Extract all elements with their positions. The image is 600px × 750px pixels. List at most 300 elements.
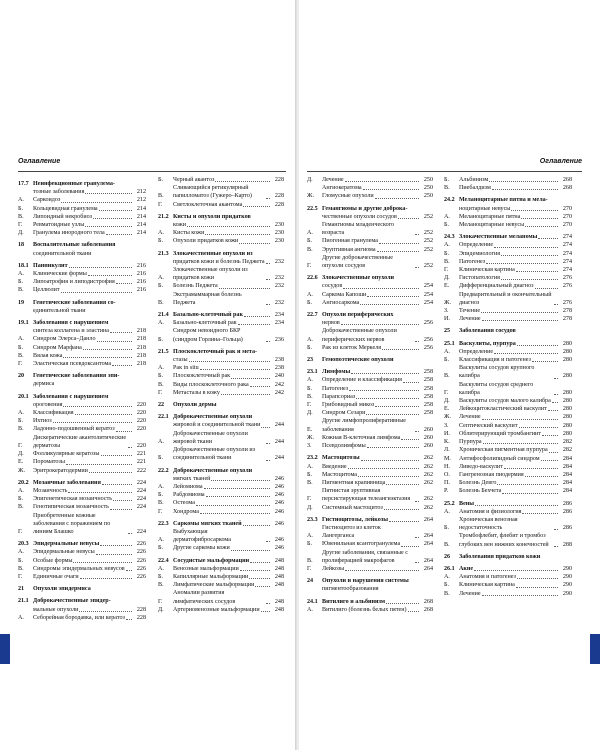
toc-title: Лейкоцитокластический васкулит [459,406,547,413]
toc-item [444,516,572,532]
toc-number: Б. [444,582,450,589]
toc-item [158,499,284,507]
toc-page-number: 246 [274,537,284,544]
toc-number: Г. [158,508,163,515]
toc-page-number: 250 [423,185,433,192]
leader-dots [215,181,270,182]
leader-dots [379,243,419,244]
toc-title: Определение и классификация [322,377,402,384]
toc-item [158,606,284,614]
toc-number: 20.3 [18,541,29,548]
toc-page-number: 290 [562,574,572,581]
toc-page-number: 264 [423,557,433,564]
toc-section [444,196,572,204]
toc-number: 18.1 [18,262,29,269]
toc-title: Патогенез [322,385,349,392]
toc-page-number: 228 [274,177,284,183]
toc-page-number: 246 [274,545,284,552]
toc-title: Антифосфолипидный синдром [459,455,540,462]
toc-number: Б. [158,573,164,580]
toc-number: 18 [18,242,25,249]
leader-dots [415,341,419,342]
toc-title: Злокачественные опухоли из придатков кожи [173,267,248,282]
toc-title: сосудов [322,283,343,290]
toc-number: Ж. [444,299,451,306]
toc-title: Ревматоидные узлы [33,222,85,229]
toc-page-number: 274 [562,242,572,249]
toc-page-number: 232 [274,258,284,265]
toc-number: Г. [444,389,449,396]
toc-title: Мозаичные заболевания [33,479,101,486]
toc-page-number: 262 [423,455,433,462]
toc-title: Ангиокератома [322,185,362,192]
toc-item [444,274,572,282]
toc-number: Д. [307,410,313,417]
toc-item [158,589,284,605]
toc-title: Аномалии развития лимфатических сосудов [173,590,236,605]
leader-dots [261,427,270,428]
toc-title: Гистиоцитозы, лейкозы [322,516,388,523]
toc-page-number: 216 [136,287,146,294]
toc-page-number: 286 [562,525,572,532]
toc-title: тозные заболевания [33,189,85,196]
leader-dots [482,595,558,596]
toc-title: Васкулиты сосудов крупного калибра [459,365,535,380]
toc-number: Д. [307,504,313,511]
leader-dots [266,304,270,305]
toc-item [444,573,572,581]
toc-item [444,581,572,589]
leader-dots [366,414,419,415]
toc-title: Синдром Марфана [33,344,82,351]
leader-dots [375,198,419,199]
toc-item [18,213,146,221]
toc-title: Липоидный некробиоз [33,213,93,220]
toc-title: Венозные мальформации [173,565,239,572]
toc-item [158,483,284,491]
toc-number: 21.2 [158,213,169,220]
toc-item [158,201,284,209]
toc-page-number: 238 [274,357,284,364]
toc-title: Тромбофлебит, флебит и тромбоз глубоких вен нижних конечностей [459,533,549,548]
toc-item [158,446,284,462]
toc-item [444,266,572,274]
toc-page-number: 276 [562,275,572,282]
toc-number: 21.4 [158,312,169,319]
left-page [0,0,296,750]
toc-title: Эритрокератодермии [33,467,88,474]
toc-page-number: 242 [274,389,284,396]
toc-section [18,585,146,593]
toc-page-number: 224 [136,504,146,511]
toc-number: В. [18,426,24,433]
toc-page-number: 250 [423,193,433,200]
toc-number: Г. [18,361,23,368]
toc-page-number: 280 [562,406,572,413]
toc-title: Заболевания придатков кожи [459,553,541,560]
toc-item [444,307,572,315]
toc-title: Гангренозная пиодермия [459,471,524,478]
toc-title: Пятнистая эруптивная персистирующая телеангиэктазия [322,488,411,503]
toc-page-number: 218 [136,336,146,343]
toc-number: А. [18,271,24,278]
toc-page-number: 226 [136,565,146,572]
toc-number: А. [18,336,24,343]
toc-page-number: 280 [562,373,572,380]
toc-item [18,307,146,315]
leader-dots [489,181,558,182]
leader-dots [415,501,419,502]
leader-dots [206,496,270,497]
toc-item [307,344,433,352]
leader-dots [348,468,419,469]
toc-page-number: 284 [562,471,572,478]
leader-dots [389,521,419,522]
toc-page-number: 290 [562,582,572,589]
toc-number: Д. [444,398,450,405]
toc-page-number: 280 [562,389,572,396]
toc-title: Опухоли эпидермиса [33,586,91,593]
toc-item [444,381,572,397]
leader-dots [415,562,419,563]
toc-page-number: 226 [136,573,146,580]
leader-dots [492,189,558,190]
toc-page-number: 264 [423,541,433,548]
toc-title: Анатомия и физиология [459,508,522,515]
toc-title: Приобретенные кожные заболевания с поражением по линиям Блашко [33,512,111,535]
toc-number: В. [158,582,164,589]
toc-title: Введение [322,463,347,470]
toc-title: Кожная В-клеточная лимфома [322,434,401,441]
toc-item [18,573,146,581]
leader-dots [517,578,558,579]
toc-title: Мастоцитома [322,471,358,478]
leader-dots [75,414,132,415]
toc-page-number: 286 [562,500,572,507]
toc-number: В. [307,557,313,564]
leader-dots [79,611,132,612]
leader-dots [351,373,419,374]
toc-number: Г. [158,389,163,396]
leader-dots [63,406,132,407]
leader-dots [415,537,419,538]
toc-item [18,286,146,294]
leader-dots [68,492,132,493]
toc-page-number: 246 [274,475,284,482]
leader-dots [552,402,558,403]
toc-item [18,417,146,425]
toc-item [307,606,433,614]
toc-item [158,381,284,389]
leader-dots [386,484,419,485]
toc-section [158,250,284,258]
leader-dots [497,484,558,485]
toc-section [18,597,146,605]
toc-item [18,409,146,417]
toc-item [18,335,146,343]
toc-page-number: 218 [136,344,146,351]
toc-title: Другие доброкачественные опухоли сосудов [322,254,393,270]
toc-number: А. [18,410,24,417]
toc-title: Лейомиома [173,483,203,490]
leader-dots [89,472,132,473]
toc-page-number: 216 [136,279,146,286]
toc-section [18,299,146,307]
toc-number: Б. [18,279,24,286]
leader-dots [554,378,558,379]
toc-page-number: 264 [423,516,433,523]
toc-page-number: 276 [562,283,572,290]
toc-number: Г. [307,496,312,503]
toc-number: Е. [444,406,450,413]
toc-number: 22.1 [158,414,169,421]
toc-page-number: 246 [274,483,284,490]
leader-dots [375,406,419,407]
toc-page-number: 240 [274,373,284,380]
toc-title: Эластическая псевдоксантома [33,361,112,368]
toc-page-number: 222 [136,467,146,474]
toc-item [444,487,572,495]
toc-page-number: 288 [562,541,572,548]
leader-dots [250,386,270,387]
toc-number: А. [158,483,164,490]
toc-title: Ливедо-васкулит [459,463,503,470]
leader-dots [481,312,558,313]
toc-item [444,590,572,598]
toc-title: Лечение [459,414,481,421]
leader-dots [363,189,419,190]
toc-page-number: 262 [423,463,433,470]
toc-title: Эпидермальные невусы [33,541,100,548]
toc-section [158,401,284,409]
toc-item [307,479,433,487]
toc-page-number: 280 [562,430,572,437]
leader-dots [63,357,132,358]
leader-dots [219,288,270,289]
toc-title: Васкулиты сосудов среднего калибра [459,381,534,396]
toc-number: Е. [18,459,24,466]
toc-title: Единичные очаги [33,573,79,580]
toc-item [18,487,146,495]
left-page-header: Оглавление [18,158,286,172]
leader-dots [240,570,270,571]
leader-dots [341,324,419,325]
leader-dots [100,545,132,546]
toc-item [18,434,146,450]
toc-number: А. [307,230,313,237]
toc-item [18,565,146,573]
toc-page-number: 286 [562,508,572,515]
toc-title: соединительной ткани [33,250,92,257]
toc-page-number: 220 [136,442,146,449]
toc-page-number: 216 [136,262,146,269]
toc-title: Доброкачественные опухоли жировой ткани [173,430,248,445]
leader-dots [482,419,558,420]
toc-title: Гломусные опухоли [322,193,374,200]
toc-number: Б. [444,525,450,532]
leader-dots [408,611,419,612]
toc-number: Л. [444,447,450,454]
toc-item [158,237,284,245]
toc-column-4 [444,176,572,598]
toc-number: 21.5 [158,348,169,355]
toc-title: Гемопоэтические опухоли [322,357,394,364]
toc-page-number: 278 [562,316,572,323]
toc-number: 21.3 [158,250,169,257]
toc-item [307,565,433,573]
toc-section [444,565,572,573]
leader-dots [96,554,132,555]
toc-page-number: 256 [423,320,433,327]
toc-item [307,299,433,307]
toc-item [307,319,433,327]
toc-number: Р. [444,488,449,495]
toc-page-number: 220 [136,418,146,425]
toc-item [444,364,572,380]
toc-title: стазы [173,357,188,364]
toc-page-number: 238 [274,365,284,372]
toc-section [158,520,284,528]
toc-page-number: 230 [274,238,284,245]
toc-page-number: 218 [136,328,146,335]
toc-item [18,270,146,278]
toc-number: 26.1 [444,565,455,572]
toc-page-number: 248 [274,557,284,564]
toc-section [307,368,433,376]
toc-item [307,246,433,254]
toc-item [18,229,146,237]
toc-number: 23.1 [307,369,318,376]
toc-item [307,540,433,548]
toc-title: Хондрома [173,508,199,515]
toc-item [307,221,433,237]
toc-page-number: 224 [136,528,146,535]
leader-dots [266,541,270,542]
toc-number: О. [444,471,450,478]
toc-page-number: 226 [136,541,146,548]
toc-number: В. [158,381,164,388]
toc-item [444,405,572,413]
toc-number: 25.1 [444,340,455,347]
toc-page-number: 252 [423,213,433,220]
toc-item [158,565,284,573]
toc-title: Ангиосаркома [322,299,360,306]
toc-title: Доброкачественные опухоли периферических нервов [322,328,397,343]
toc-number: 22.3 [158,520,169,527]
leader-dots [349,390,419,391]
leader-dots [211,480,270,481]
leader-dots [535,288,558,289]
toc-number: Б. [444,177,450,183]
toc-item [307,176,433,184]
toc-number: Е. [444,283,450,290]
toc-number: Г. [158,598,163,605]
toc-number: А. [18,614,24,621]
toc-title: Пиебалдизм [459,185,491,192]
toc-title: Рак из клеток Меркеля [322,344,382,351]
leader-dots [231,550,270,551]
toc-number: П. [444,480,450,487]
toc-item [18,196,146,204]
toc-page-number: 212 [136,189,146,196]
toc-section [444,327,572,335]
leader-dots [266,603,270,604]
leader-dots [516,587,558,588]
toc-item [158,508,284,516]
toc-title: Меланоцитарные пятна [459,213,521,220]
toc-item [18,512,146,537]
leader-dots [522,513,558,514]
toc-title: Септический васкулит [459,422,518,429]
leader-dots [204,488,270,489]
toc-section [18,241,146,249]
toc-title: Болезнь Педжета [173,283,218,290]
toc-number: 24.2 [444,197,455,204]
toc-number: 20 [18,373,25,380]
leader-dots [501,279,558,280]
toc-number: Б. [307,299,313,306]
leader-dots [53,422,132,423]
toc-page-number: 220 [136,426,146,433]
toc-page-number: 246 [274,508,284,515]
toc-item [158,176,284,184]
toc-number: 24 [307,578,314,585]
toc-number: Б. [307,385,313,392]
page-edge-tab-right [590,634,600,664]
toc-item [307,417,433,433]
toc-page-number: 248 [274,573,284,580]
toc-page-number: 246 [274,500,284,507]
toc-number: Г. [158,201,163,208]
toc-title: Витилиго и альбинизм [322,598,386,605]
toc-title: Черный акантоз [173,177,215,183]
toc-title: Предварительный и окончательный диагноз [459,291,552,306]
toc-number: А. [18,549,24,556]
toc-page-number: 258 [423,385,433,392]
toc-number: А. [158,438,164,445]
leader-dots [504,468,558,469]
toc-number: И. [444,430,450,437]
toc-number: Ж. [444,414,451,421]
toc-page-number: 278 [562,308,572,315]
toc-item [18,344,146,352]
toc-number: Б. [158,336,164,343]
toc-item [444,241,572,249]
toc-number: 25.2 [444,500,455,507]
toc-page-number: 274 [562,267,572,274]
toc-item [444,221,572,229]
toc-number: 22.4 [158,557,169,564]
toc-page-number: 230 [274,222,284,229]
toc-section [307,598,433,606]
leader-dots [554,394,558,395]
toc-number: А. [158,320,164,327]
toc-page-number: 228 [136,606,146,613]
leader-dots [61,292,132,293]
toc-item [307,434,433,442]
leader-dots [221,394,270,395]
toc-item [158,544,284,552]
toc-title: Особые формы [33,557,73,564]
toc-number: Б. [18,205,24,212]
toc-title: кожи [173,222,187,229]
leader-dots [554,529,558,530]
toc-item [444,205,572,213]
leader-dots [231,378,270,379]
toc-section [18,372,146,380]
toc-number: 21.1 [18,598,29,605]
toc-title: Эпидермальные невусы [33,549,95,556]
